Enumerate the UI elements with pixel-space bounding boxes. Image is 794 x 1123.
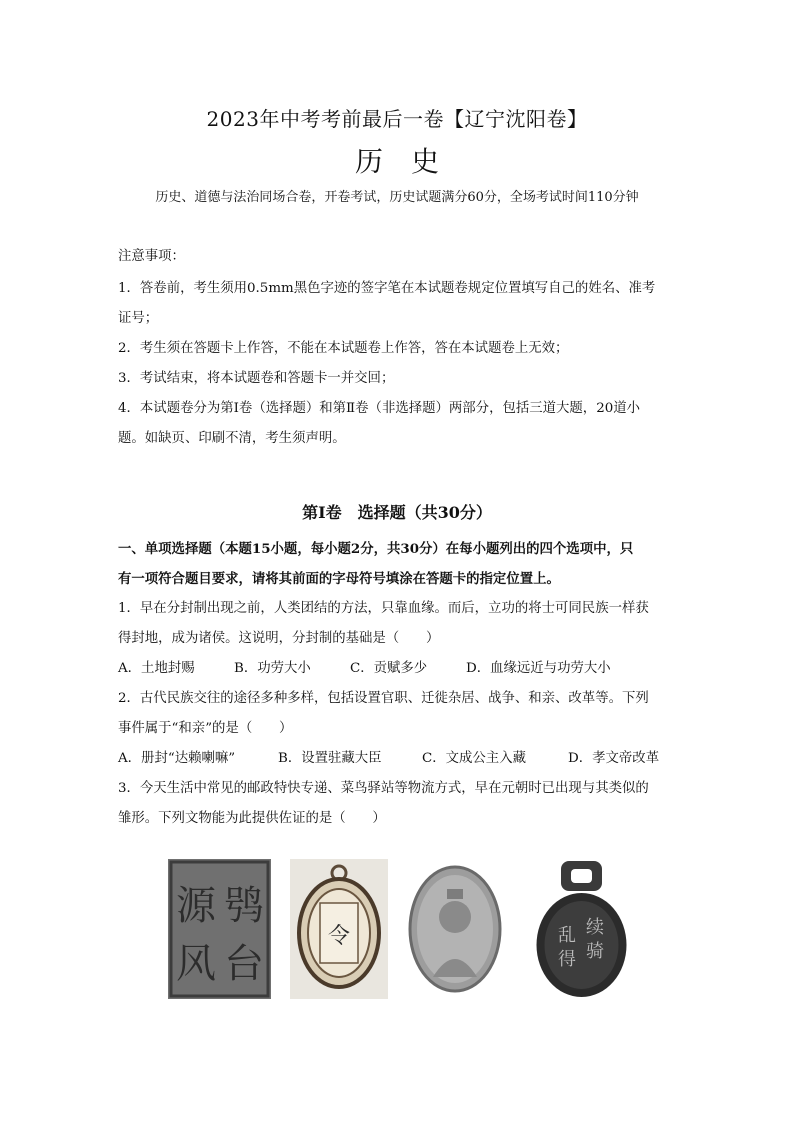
q2-option-a: A．册封“达赖喇嘛” xyxy=(118,751,236,766)
seal-glyph-4: 台 xyxy=(224,941,264,987)
artifact-coin-image xyxy=(407,859,503,999)
seal-glyph-2: 鸮 xyxy=(224,883,264,929)
q2-option-b: B．设置驻藏大臣 xyxy=(278,751,382,766)
section-title: 第Ⅰ卷 选择题（共30分） xyxy=(302,503,492,522)
q1-option-c: C．贡赋多少 xyxy=(350,661,428,676)
q2-stem-2: 事件属于“和亲”的是（ ） xyxy=(118,721,293,736)
q1-stem-1: 1．早在分封制出现之前，人类团结的方法，只靠血缘。而后，立功的将士可同民族一样获 xyxy=(118,601,649,616)
exam-title: 2023年中考考前最后一卷【辽宁沈阳卷】 xyxy=(206,107,588,131)
questions-block xyxy=(118,534,684,834)
notice-heading: 注意事项： xyxy=(118,249,185,264)
seal-glyph-3: 风 xyxy=(176,941,216,987)
notice-item-1-cont: 证号； xyxy=(118,311,159,326)
notice-item-3: 3．考试结束，将本试题卷和答题卡一并交回； xyxy=(118,371,395,386)
q1-option-d: D．血缘远近与功劳大小 xyxy=(466,661,611,676)
section-instruction-2: 有一项符合题目要求，请将其前面的字母符号填涂在答题卡的指定位置上。 xyxy=(118,571,560,587)
q1-option-a: A．土地封赐 xyxy=(118,661,195,676)
coin-figure xyxy=(407,859,503,999)
q2-option-c: C．文成公主入藏 xyxy=(422,751,526,766)
q1-option-b: B．功劳大小 xyxy=(234,661,311,676)
notice-block xyxy=(118,242,684,454)
notice-item-4-cont: 题。如缺页、印刷不清，考生须声明。 xyxy=(118,431,346,446)
subject-title: 历史 xyxy=(354,145,467,178)
paiza-glyph-3: 得 xyxy=(558,949,576,970)
paiza-glyph-1: 乱 xyxy=(558,925,576,946)
q2-options xyxy=(118,744,684,774)
artifact-wood-seal-image xyxy=(168,859,271,999)
paiza-glyph-2: 续 xyxy=(586,917,604,938)
notice-item-1: 1．答卷前，考生须用0.5mm黑色字迹的签字笔在本试题卷规定位置填写自己的姓名、准考 xyxy=(118,281,656,296)
notice-item-2: 2．考生须在答题卡上作答，不能在本试题卷上作答，答在本试题卷上无效； xyxy=(118,341,569,356)
token-glyph: 令 xyxy=(327,924,351,949)
paiza-glyph-4: 骑 xyxy=(586,941,604,962)
artifact-order-token-image xyxy=(290,859,388,999)
q3-stem-2: 雏形。下列文物能为此提供佐证的是（ ） xyxy=(118,811,386,826)
q3-stem-1: 3．今天生活中常见的邮政特快专递、菜鸟驿站等物流方式，早在元朝时已出现与其类似的 xyxy=(118,781,649,796)
seal-glyph-1: 源 xyxy=(176,883,216,929)
notice-item-4: 4．本试题卷分为第Ⅰ卷（选择题）和第Ⅱ卷（非选择题）两部分，包括三道大题，20道小 xyxy=(118,401,641,416)
wood-seal-figure xyxy=(168,859,271,999)
q1-stem-2: 得封地，成为诸侯。这说明，分封制的基础是（ ） xyxy=(118,631,440,646)
q2-option-d: D．孝文帝改革 xyxy=(568,751,660,766)
q2-stem-1: 2．古代民族交往的途径多种多样，包括设置官职、迁徙杂居、战争、和亲、改革等。下列 xyxy=(118,691,649,706)
order-token-figure xyxy=(290,859,388,999)
paiza-figure xyxy=(533,859,630,999)
section-instruction-1: 一、单项选择题（本题15小题，每小题2分，共30分）在每小题列出的四个选项中，只 xyxy=(118,541,634,557)
exam-note: 历史、道德与法治同场合卷，开卷考试，历史试题满分60分，全场考试时间110分钟 xyxy=(155,190,639,205)
artifact-paiza-image xyxy=(533,859,630,999)
q1-options xyxy=(118,654,684,684)
